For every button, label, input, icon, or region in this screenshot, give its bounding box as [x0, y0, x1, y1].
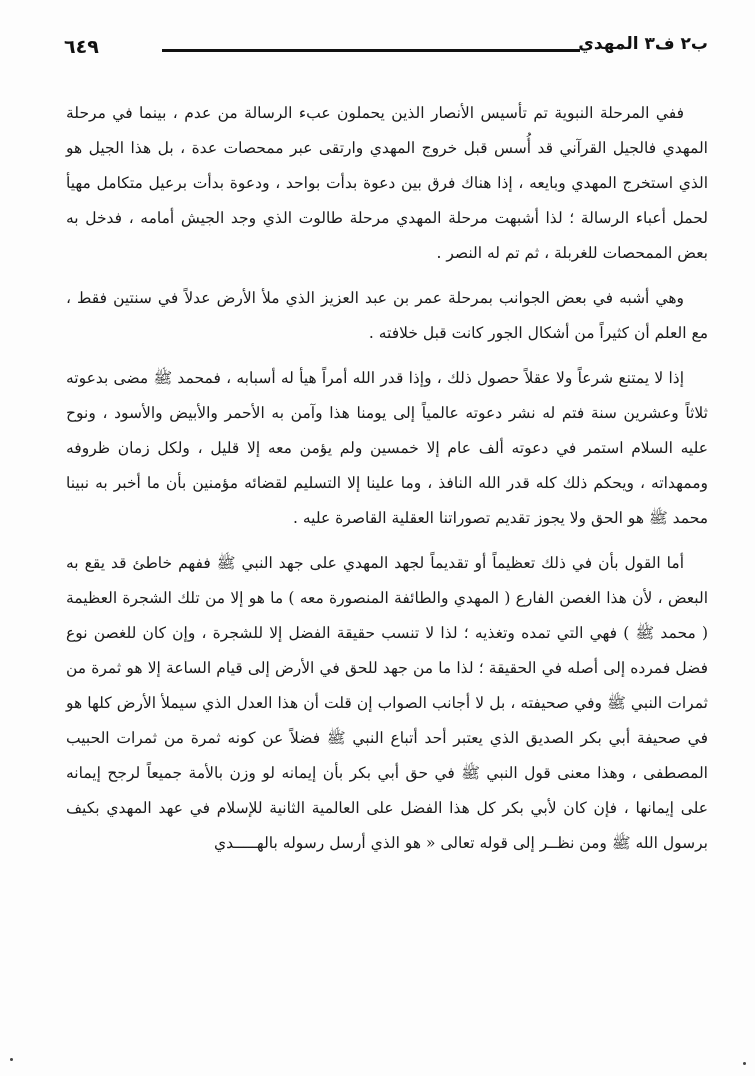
paragraph: أما القول بأن في ذلك تعظيماً أو تقديماً لجهد المهدي على جهد النبي ﷺ ففهم خاطئ قد يقع به البعض ، لأن هذا الغصن الفارع ( المهدي والطائفة المنصورة معه ) ما هو إلا من تلك الشجرة العظيمة ( محمد ﷺ ) فهي التي تمده وتغذيه ؛ لذا لا تنسب حقيقة الفضل إلا للشجرة ، وإن كان للغصن نوع فضل فمرده إلى أصله في الحقيقة ؛ لذا ما من جهد للحق في الأرض إلى قيام الساعة إلا هو ثمرة من ثمرات النبي ﷺ وفي صحيفته ، بل لا أجانب الصواب إن قلت أن هذا العدل الذي سيملأ الأرض كلها هو في صحيفة أبي بكر الصديق الذي يعتبر أحد أتباع النبي ﷺ فضلاً عن كونه ثمرة من ثمرات الحبيب المصطفى ، وهذا معنى قول النبي ﷺ في حق أبي بكر بأن إيمانه لو وزن بالأمة جميعاً لرجح إيمانه على إيمانها ، فإن كان لأبي بكر كل هذا الفضل على العالمية الثانية للإسلام في عهد المهدي بكيف برسول الله ﷺ ومن نظــر إلى قوله تعالى « هو الذي أرسل رسوله بالهـــــدي	[66, 554, 708, 852]
paragraph: إذا لا يمتنع شرعاً ولا عقلاً حصول ذلك ، وإذا قدر الله أمراً هيأ له أسبابه ، فمحمد ﷺ مضى بدعوته ثلاثاً وعشرين سنة فتم له نشر دعوته عالمياً إلى يومنا هذا وآمن به الأحمر والأبيض والأسود ، ونوح عليه السلام استمر في دعوته ألف عام إلا خمسين ولم يؤمن معه إلا قليل ، ولكل زمان ظروفه وممهداته ، ويحكم ذلك كله قدر الله النافذ ، وما علينا إلا التسليم لقضائه مؤمنين بأن ما أخبر به نبينا محمد ﷺ هو الحق ولا يجوز تقديم تصوراتنا العقلية القاصرة عليه .	[66, 369, 708, 527]
page-number: ٦٤٩	[64, 36, 99, 58]
header-rule	[162, 49, 580, 52]
page-header	[64, 32, 708, 66]
paragraph: وهي أشبه في بعض الجوانب بمرحلة عمر بن عبد العزيز الذي ملأ الأرض عدلاً في سنتين فقط ، مع العلم أن كثيراً من أشكال الجور كانت قبل خلافته .	[66, 289, 708, 342]
paragraph: ففي المرحلة النبوية تم تأسيس الأنصار الذين يحملون عبء الرسالة من عدم ، بينما في مرحلة المهدي فالجيل القرآني قد أُسس قبل خروج المهدي وارتقى عبر ممحصات عدة ، بل هذا الجيل هو الذي استخرج المهدي وبايعه ، إذا هناك فرق بين دعوة بدأت بواحد ، ودعوة بدأت برعيل متكامل مهيأ لحمل أعباء الرسالة ؛ لذا أشبهت مرحلة المهدي مرحلة طالوت الذي وجد الجيش أمامه ، فدخل به بعض الممحصات للغربلة ، ثم تم له النصر .	[66, 104, 708, 262]
scan-artifact	[743, 1062, 746, 1065]
body-text	[66, 96, 708, 861]
scan-artifact	[10, 1058, 13, 1061]
running-title: ب٢ ف٣ المهدي	[578, 34, 708, 54]
